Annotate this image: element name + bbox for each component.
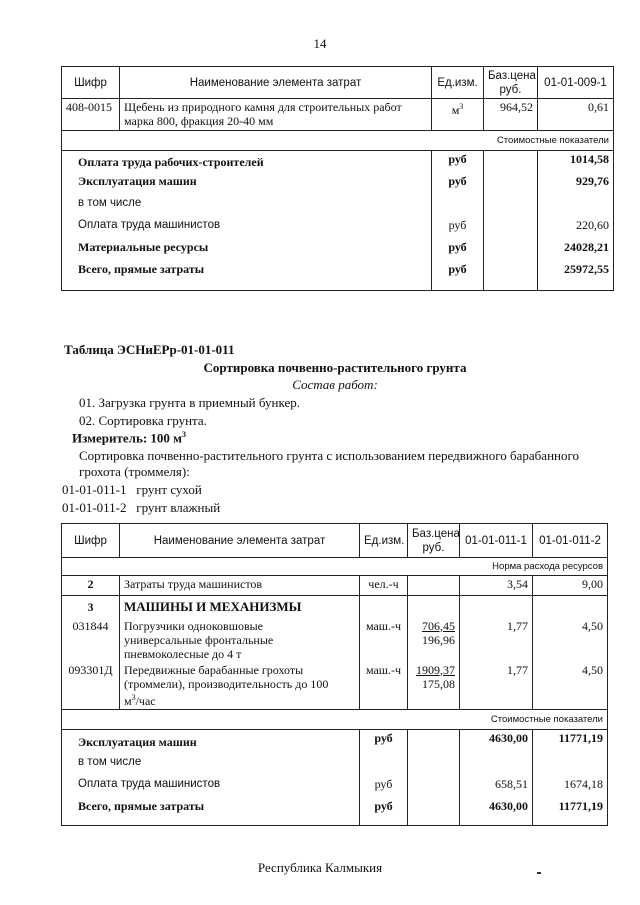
summary-row: [62, 239, 614, 261]
row-name-line1: Передвижные барабанные грохоты: [124, 662, 304, 677]
table-header-row: [62, 67, 614, 99]
work-step-1: 01. Загрузка грунта в приемный бункер.: [79, 395, 300, 410]
row-name-line3-sup: 3: [131, 692, 136, 702]
row-value-2: 9,00: [533, 576, 608, 596]
summary-unit: руб: [360, 798, 408, 826]
row-value-1: 1,77: [460, 662, 533, 710]
summary-row: [62, 195, 614, 217]
caption-norm: Норма расхода ресурсов: [62, 558, 608, 576]
caption-row: [62, 558, 608, 576]
summary-value-1: 4630,00: [460, 798, 533, 826]
header-code: Шифр: [62, 67, 120, 99]
price-bottom: 175,08: [422, 676, 455, 691]
row-price: [408, 662, 460, 710]
row-name-line1: Щебень из природного камня для строительных работ: [124, 100, 402, 114]
description-line-2: грохота (троммеля):: [79, 464, 190, 479]
caption-row: [62, 710, 608, 730]
summary-empty: [408, 776, 460, 798]
row-name-line2: универсальные фронтальные: [124, 632, 274, 647]
row-unit: маш.-ч: [360, 662, 408, 710]
summary-value: 929,76: [538, 173, 614, 195]
summary-empty: [460, 754, 533, 776]
summary-row: [62, 754, 608, 776]
row-unit: чел.-ч: [360, 576, 408, 596]
summary-empty: [360, 754, 408, 776]
row-name: МАШИНЫ И МЕХАНИЗМЫ: [120, 596, 360, 618]
section-title: Сортировка почвенно-растительного грунта: [203, 360, 467, 375]
cost-table-1: [61, 66, 614, 291]
row-name-line2: (троммели), производительность до 100: [124, 676, 329, 691]
summary-name: Всего, прямые затраты: [62, 798, 360, 826]
header-name: Наименование элемента затрат: [120, 524, 360, 558]
summary-unit: руб: [432, 217, 484, 239]
summary-value: 220,60: [538, 217, 614, 239]
header-price: [484, 67, 538, 99]
header-col1: 01-01-009-1: [538, 67, 614, 99]
variant-2-code: 01-01-011-2: [62, 500, 127, 515]
summary-value: 1014,58: [538, 151, 614, 173]
row-value-2: [533, 596, 608, 618]
row-code: 2: [62, 576, 120, 596]
row-unit: [360, 596, 408, 618]
variant-1-code: 01-01-011-1: [62, 482, 127, 497]
header-price-line2: руб.: [422, 541, 445, 554]
summary-unit: руб: [432, 151, 484, 173]
variant-2: [62, 500, 220, 516]
row-unit: маш.-ч: [360, 618, 408, 662]
row-name-line2: марка 800, фракция 20-40 мм: [124, 114, 274, 128]
footer-region: Республика Калмыкия: [257, 860, 383, 875]
row-value-1: [460, 596, 533, 618]
summary-row: [62, 798, 608, 826]
header-col1: 01-01-011-1: [460, 524, 533, 558]
row-name-line3-rest: /час: [135, 693, 156, 708]
summary-unit: руб: [360, 730, 408, 754]
summary-name: Всего, прямые затраты: [62, 261, 432, 291]
summary-value: 25972,55: [538, 261, 614, 291]
header-price-line2: руб.: [499, 83, 522, 96]
row-value-1: 3,54: [460, 576, 533, 596]
summary-value-2: 11771,19: [533, 730, 608, 754]
table-header-row: [62, 524, 608, 558]
summary-unit: руб: [432, 261, 484, 291]
meter-label: [72, 430, 186, 446]
summary-empty: [484, 261, 538, 291]
row-code: 093301Д: [62, 662, 120, 710]
summary-name: Эксплуатация машин: [62, 173, 432, 195]
row-value-1: 1,77: [460, 618, 533, 662]
summary-name: Оплата труда рабочих-строителей: [62, 151, 432, 173]
table-row: [62, 596, 608, 618]
row-code: 3: [62, 596, 120, 618]
table-row: [62, 662, 608, 710]
description-line-1: Сортировка почвенно-растительного грунта с использованием передвижного барабанного: [79, 448, 579, 463]
summary-value-1: 4630,00: [460, 730, 533, 754]
price-top: 1909,37: [416, 662, 455, 677]
row-code: 031844: [62, 618, 120, 662]
summary-empty: [538, 195, 614, 217]
unit-sup: 3: [459, 102, 464, 111]
summary-unit: руб: [432, 173, 484, 195]
row-name: [120, 662, 360, 710]
summary-row: [62, 776, 608, 798]
table-row: [62, 99, 614, 131]
row-price: 964,52: [484, 99, 538, 131]
meter-text: Измеритель: 100 м: [72, 430, 183, 446]
composition-label: Состав работ:: [292, 377, 378, 392]
summary-unit: руб: [432, 239, 484, 261]
variant-1-name: грунт сухой: [136, 482, 202, 497]
row-value: 0,61: [538, 99, 614, 131]
summary-value-1: 658,51: [460, 776, 533, 798]
row-name-line3-base: м: [124, 693, 132, 708]
summary-row: [62, 217, 614, 239]
header-col2: 01-01-011-2: [533, 524, 608, 558]
row-value-2: 4,50: [533, 618, 608, 662]
row-price: [408, 576, 460, 596]
header-code: Шифр: [62, 524, 120, 558]
summary-empty: [533, 754, 608, 776]
work-step-2: 02. Сортировка грунта.: [79, 413, 207, 428]
row-name: Затраты труда машинистов: [120, 576, 360, 596]
row-name: [120, 618, 360, 662]
summary-value: 24028,21: [538, 239, 614, 261]
table-row: [62, 618, 608, 662]
summary-unit: руб: [360, 776, 408, 798]
meter-sup: 3: [182, 430, 187, 439]
unit-base: м: [451, 103, 460, 117]
table-row: [62, 576, 608, 596]
header-price: [408, 524, 460, 558]
row-code: 408-0015: [62, 99, 120, 131]
variant-2-name: грунт влажный: [136, 500, 221, 515]
summary-empty: [408, 754, 460, 776]
row-name: [120, 99, 432, 131]
header-name: Наименование элемента затрат: [120, 67, 432, 99]
caption-cost: Стоимостные показатели: [62, 131, 614, 151]
summary-row: [62, 730, 608, 754]
summary-empty: [408, 730, 460, 754]
summary-name: Оплата труда машинистов: [62, 776, 360, 798]
summary-empty: [484, 217, 538, 239]
summary-empty: [484, 195, 538, 217]
cost-table-2: [61, 523, 608, 826]
summary-name: Оплата труда машинистов: [62, 217, 432, 239]
row-name-line3: пневмоколесные до 4 т: [124, 646, 242, 661]
row-unit: [432, 99, 484, 131]
caption-row: [62, 131, 614, 151]
header-unit: Ед.изм.: [432, 67, 484, 99]
summary-value-2: 11771,19: [533, 798, 608, 826]
row-price: [408, 618, 460, 662]
page-number: 14: [313, 36, 327, 51]
summary-name: Материальные ресурсы: [62, 239, 432, 261]
summary-empty: [484, 239, 538, 261]
summary-empty: [484, 173, 538, 195]
row-value-2: 4,50: [533, 662, 608, 710]
summary-name: в том числе: [62, 195, 432, 217]
header-price-line1: Баз.цена: [488, 69, 536, 82]
price-bottom: 196,96: [422, 632, 455, 647]
header-unit: Ед.изм.: [360, 524, 408, 558]
variant-1: [62, 482, 202, 498]
row-price: [408, 596, 460, 618]
summary-empty: [408, 798, 460, 826]
summary-empty: [484, 151, 538, 173]
summary-row: [62, 151, 614, 173]
table-label: Таблица ЭСНиЕРр-01-01-011: [64, 342, 235, 357]
summary-row: [62, 261, 614, 291]
summary-empty: [432, 195, 484, 217]
caption-cost: Стоимостные показатели: [62, 710, 608, 730]
scan-mark: [537, 872, 541, 874]
header-price-line1: Баз.цена: [412, 527, 460, 540]
price-top: 706,45: [422, 618, 455, 633]
summary-name: в том числе: [62, 754, 360, 776]
summary-row: [62, 173, 614, 195]
summary-name: Эксплуатация машин: [62, 730, 360, 754]
summary-value-2: 1674,18: [533, 776, 608, 798]
row-name-line1: Погрузчики одноковшовые: [124, 618, 264, 633]
